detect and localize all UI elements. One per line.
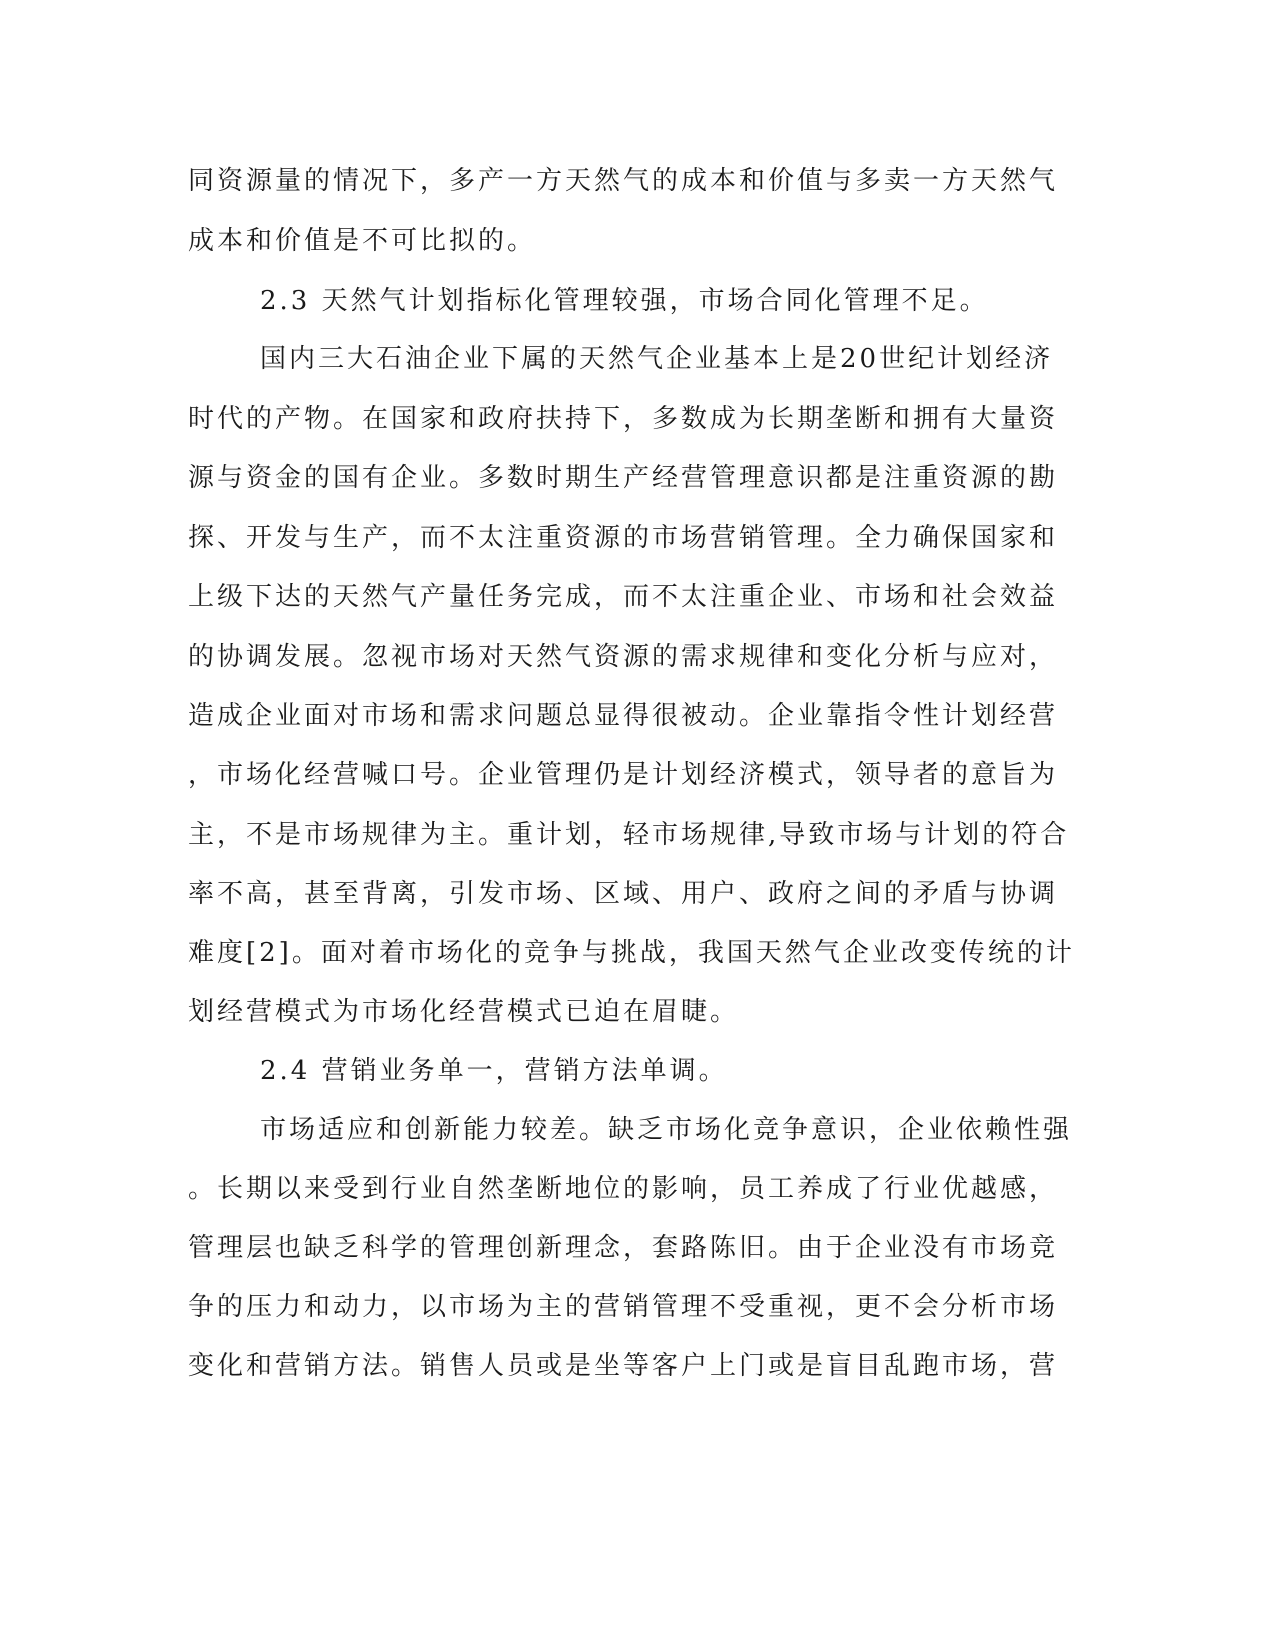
text-line: 难度[2]。面对着市场化的竞争与挑战，我国天然气企业改变传统的计 (188, 938, 1075, 968)
text-line: 时代的产物。在国家和政府扶持下，多数成为长期垄断和拥有大量资 (188, 404, 1059, 434)
section-heading-2-4: 2.4 营销业务单一，营销方法单调。 (260, 1056, 728, 1086)
text-line: 争的压力和动力，以市场为主的营销管理不受重视，更不会分析市场 (188, 1292, 1059, 1322)
text-line: 主，不是市场规律为主。重计划，轻市场规律,导致市场与计划的符合 (188, 820, 1070, 850)
text-line: 造成企业面对市场和需求问题总显得很被动。企业靠指令性计划经营 (188, 701, 1059, 731)
text-line: 成本和价值是不可比拟的。 (188, 226, 537, 256)
text-line: 管理层也缺乏科学的管理创新理念，套路陈旧。由于企业没有市场竞 (188, 1233, 1059, 1263)
text-line: 率不高，甚至背离，引发市场、区域、用户、政府之间的矛盾与协调 (188, 879, 1059, 909)
text-line: ，市场化经营喊口号。企业管理仍是计划经济模式，领导者的意旨为 (188, 760, 1059, 790)
text-line: 上级下达的天然气产量任务完成，而不太注重企业、市场和社会效益 (188, 582, 1059, 612)
text-line: 探、开发与生产，而不太注重资源的市场营销管理。全力确保国家和 (188, 523, 1059, 553)
text-line: 的协调发展。忽视市场对天然气资源的需求规律和变化分析与应对， (188, 642, 1059, 672)
text-line: 源与资金的国有企业。多数时期生产经营管理意识都是注重资源的勘 (188, 463, 1059, 493)
section-heading-2-3: 2.3 天然气计划指标化管理较强，市场合同化管理不足。 (260, 286, 989, 316)
text-line: 。长期以来受到行业自然垄断地位的影响，员工养成了行业优越感， (188, 1174, 1059, 1204)
paragraph-first-line: 国内三大石油企业下属的天然气企业基本上是20世纪计划经济 (260, 344, 1054, 374)
text-line: 变化和营销方法。销售人员或是坐等客户上门或是盲目乱跑市场，营 (188, 1351, 1059, 1381)
text-line: 同资源量的情况下，多产一方天然气的成本和价值与多卖一方天然气 (188, 166, 1059, 196)
text-line: 划经营模式为市场化经营模式已迫在眉睫。 (188, 997, 740, 1027)
paragraph-first-line: 市场适应和创新能力较差。缺乏市场化竞争意识，企业依赖性强 (260, 1115, 1073, 1145)
